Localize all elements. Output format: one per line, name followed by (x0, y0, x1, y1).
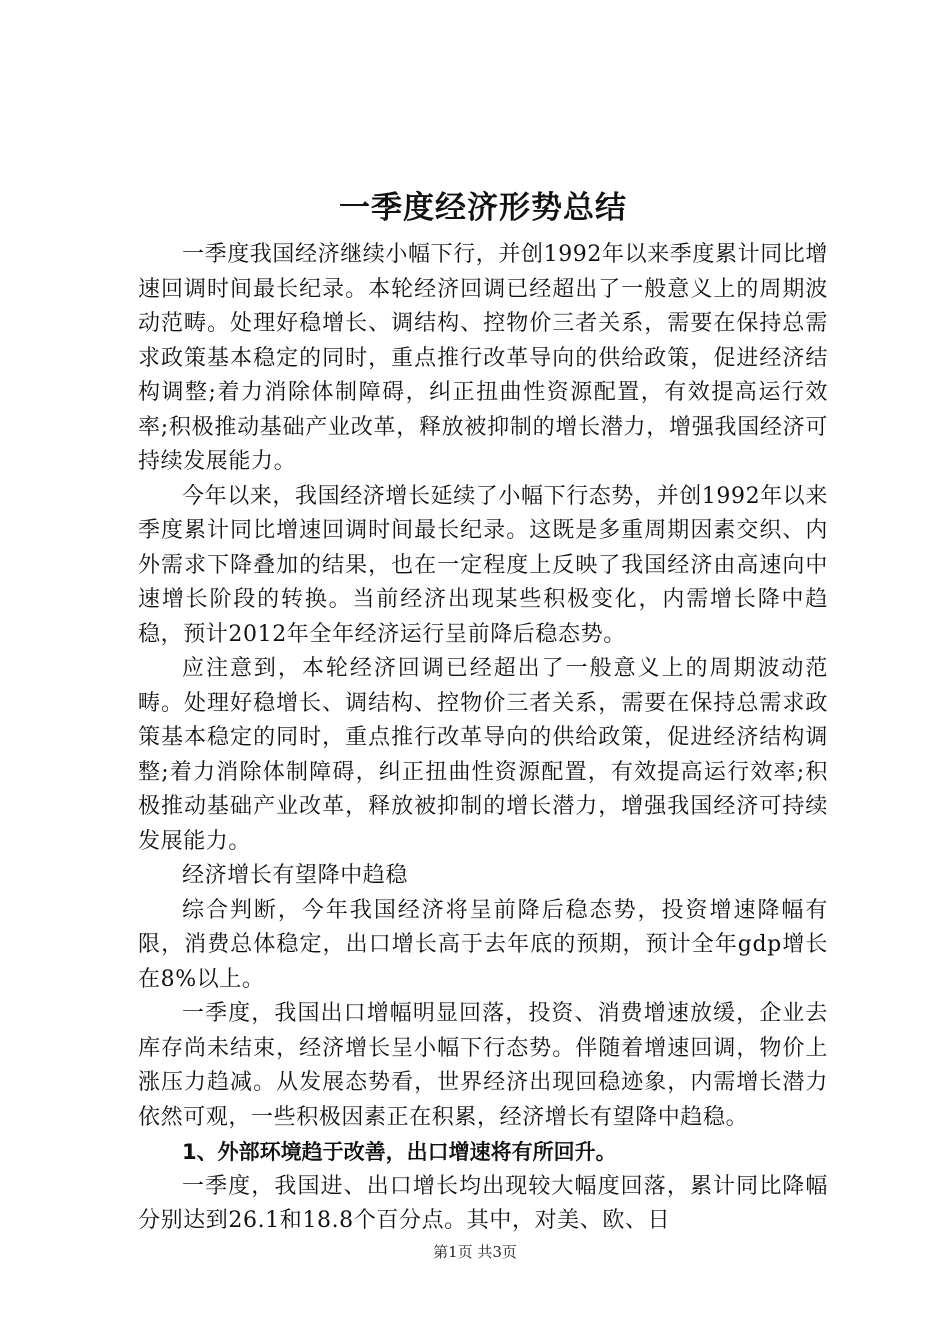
paragraph-4: 综合判断，今年我国经济将呈前降后稳态势，投资增速降幅有限，消费总体稳定，出口增长高于去年底的预期，预计全年gdp增长在8%以上。 (138, 897, 828, 992)
document-title: 一季度经济形势总结 (339, 190, 627, 226)
paragraph-1: 一季度我国经济继续小幅下行，并创1992年以来季度累计同比增速回调时间最长纪录。本轮经济回调已经超出了一般意义上的周期波动范畴。处理好稳增长、调结构、控物价三者关系，需要在保持总需求政策基本稳定的同时，重点推行改革导向的供给政策，促进经济结构调整;着力消除体制障碍，纠正扭曲性资源配置，有效提高运行效率;积极推动基础产业改革，释放被抑制的增长潜力，增强我国经济可持续发展能力。 (138, 242, 828, 474)
section-heading: 1、外部环境趋于改善，出口增速将有所回升。 (182, 1140, 617, 1164)
document-page (138, 178, 828, 1239)
paragraph-5: 一季度，我国出口增幅明显回落，投资、消费增速放缓，企业去库存尚未结束，经济增长呈小幅下行态势。伴随着增速回调，物价上涨压力趋减。从发展态势看，世界经济出现回稳迹象，内需增长潜力依然可观，一些积极因素正在积累，经济增长有望降中趋稳。 (138, 1001, 828, 1130)
subheading-paragraph: 经济增长有望降中趋稳 (182, 863, 409, 888)
paragraph-2: 今年以来，我国经济增长延续了小幅下行态势，并创1992年以来季度累计同比增速回调时间最长纪录。这既是多重周期因素交织、内外需求下降叠加的结果，也在一定程度上反映了我国经济由高速向中速增长阶段的转换。当前经济出现某些积极变化，内需增长降中趋稳，预计2012年全年经济运行呈前降后稳态势。 (138, 483, 828, 647)
paragraph-3: 应注意到，本轮经济回调已经超出了一般意义上的周期波动范畴。处理好稳增长、调结构、控物价三者关系，需要在保持总需求政策基本稳定的同时，重点推行改革导向的供给政策，促进经济结构调整;着力消除体制障碍，纠正扭曲性资源配置，有效提高运行效率;积极推动基础产业改革，释放被抑制的增长潜力，增强我国经济可持续发展能力。 (138, 656, 828, 854)
page-number-footer: 第1页 共3页 (433, 1243, 517, 1261)
paragraph-6: 一季度，我国进、出口增长均出现较大幅度回落，累计同比降幅分别达到26.1和18.8个百分点。其中，对美、欧、日 (138, 1173, 828, 1233)
